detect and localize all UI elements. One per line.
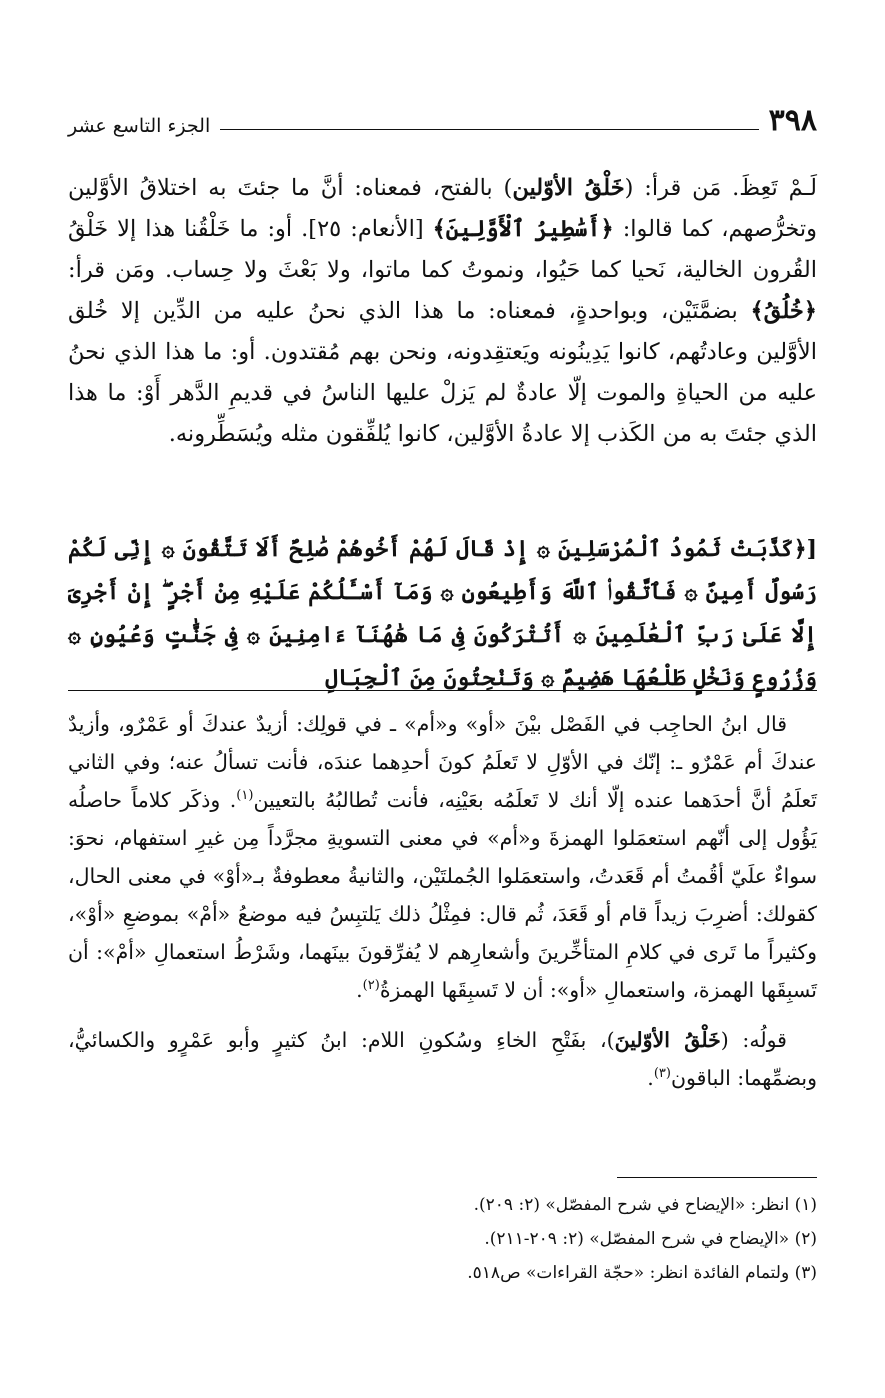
footnotes	[68, 1190, 817, 1292]
footnote-item: (٣) ولتمام الفائدة انظر: «حجّة القراءات» ص٥١٨.	[467, 1263, 817, 1283]
footnote-item: (١) انظر: «الإيضاح في شرح المفصّل» (٢: ٢٠٩).	[473, 1195, 817, 1215]
commentary-block	[68, 168, 817, 455]
running-title: الجزء التاسع عشر	[68, 115, 211, 137]
marginal-notes	[68, 705, 817, 1109]
reading-term: خَلْقُ الأوّلينَ	[614, 1028, 721, 1052]
commentary-text: [الأنعام: ٢٥]. أو: ما خَلْقُنا هذا إلا خَلْقُ القُرون الخالية، نَحيا كما حَيُوا، ونموتُ كما ماتوا، ولا بَعْثَ ولا حِساب. ومَن قرأ:	[68, 216, 817, 283]
note-text: قولُه: (	[720, 1028, 787, 1052]
commentary-text: ) بالفتح، فمعناه: أنَّ ما جئتَ به اختلاقُ الأوَّلين وتخرُّصهم، كما قالوا:	[68, 175, 817, 242]
footnote-ref: (٢)	[362, 978, 380, 994]
note-text: .	[356, 978, 363, 1002]
commentary-paragraph	[68, 168, 817, 455]
commentary-text: بضمَّتَيْن، وبواحدةٍ، فمعناه: ما هذا الذي نحنُ عليه من الدِّين إلا خُلق الأوَّلين وعادتُهم، كانوا يَدِينُونه ويَعتقِدونه، ونحن بهم مُقتدون. أو: ما هذا الذي نحنُ عليه من الحياةِ والموت إلّا عادةٌ لم يَزلْ عليها الناسُ في قديمِ الدَّهر أَوْ: ما هذا الذي جئتَ به من الكَذب إلا عادةُ الأوَّلين، كانوا يُلفِّقون مثله ويُسَطِّرونه.	[68, 298, 817, 447]
main-divider	[68, 690, 817, 691]
quran-quote: ﴿أَسَٰطِيرُ ٱلْأَوَّلِينَ﴾	[432, 216, 614, 242]
reading-term: خَلْقُ الأوّلين	[512, 175, 625, 201]
header-rule	[220, 129, 758, 130]
note-text: .	[647, 1066, 654, 1090]
note-text: )، بفَتْحِ الخاءِ وسُكونِ اللام: ابنُ كثيرٍ وأبو عَمْرٍو والكسائيُّ، وبضمِّهما: الباقون	[68, 1028, 817, 1090]
footnote-ref: (٣)	[653, 1066, 671, 1082]
page-number: ٣٩٨	[768, 103, 817, 138]
verses-text: [﴿كَذَّبَتْ ثَمُودُ ٱلْمُرْسَلِينَ ۞ إِذْ قَالَ لَهُمْ أَخُوهُمْ صَٰلِحٌ أَلَا تَتَّقُونَ ۞ إِنِّى لَكُمْ رَسُولٌ أَمِينٌ ۞ فَٱتَّقُوا۟ ٱللَّهَ وَأَطِيعُونِ ۞ وَمَآ أَسْـَٔلُكُمْ عَلَيْهِ مِنْ أَجْرٍ ۖ إِنْ أَجْرِىَ إِلَّا عَلَىٰ رَبِّ ٱلْعَٰلَمِينَ ۞ أَتُتْرَكُونَ فِى مَا هَٰهُنَآ ءَامِنِينَ ۞ فِى جَنَّٰتٍ وَعُيُونٍ ۞ وَزُرُوعٍ وَنَخْلٍ طَلْعُهَا هَضِيمٌ ۞ وَتَنْحِتُونَ مِنَ ٱلْجِبَالِ	[68, 536, 817, 691]
quran-quote: ﴿خُلُقُ﴾	[750, 298, 817, 324]
footnote-item: (٢) «الإيضاح في شرح المفصّل» (٢: ٢٠٩-٢١١).	[484, 1229, 817, 1249]
page-header	[68, 80, 817, 140]
note-paragraph	[68, 705, 817, 1009]
quran-verses	[68, 528, 817, 700]
note-text: قال ابنُ الحاجِب في الفَصْل بيْنَ «أو» و«أم» ـ في قولِك: أزيدٌ عندكَ أو عَمْرٌو، وأزيدٌ عندكَ أم عَمْرٌو ـ: إنّك في الأوّلِ لا تَعلَمُ كونَ أحدِهما عندَه، فأنت تسألُ عنه؛ وفي الثاني تَعلَمُ أنَّ أحدَهما عنده إلّا أنك لا تَعلَمُه بعَيْنِه، فأنت تُطالبُهُ بالتعيين	[68, 712, 817, 812]
footnote-ref: (١)	[236, 788, 254, 804]
footnote-divider	[617, 1177, 817, 1178]
note-paragraph	[68, 1021, 817, 1097]
commentary-text: لَـمْ تَعِظَ. مَن قرأ: (	[624, 175, 817, 201]
note-text: . وذكَر كلاماً حاصلُه يَؤُول إلى أنّهم استعمَلوا الهمزةَ و«أم» في معنى التسويةِ مجرَّداً مِن غيرِ استفهام، نحوَ: سواءٌ علَيّ أقُمتُ أم قَعَدتُ، واستعمَلوا الجُملتَيْن، والثانيةُ معطوفةٌ بـ«أوْ» في معنى الحال، كقولك: أضرِبَ زيداً قام أو قَعَدَ، ثُم قال: فمِثْلُ ذلك يَلتبِسُ فيه موضعُ «أمْ» بموضعِ «أوْ»، وكثيراً ما تَرى في كلامِ المتأخِّرينَ وأشعارِهم لا يُفرِّقونَ بينَهما، وشَرْطُ استعمالِ «أمْ»: أن تَسبِقَها الهمزة، واستعمالِ «أو»: أن لا تَسبِقَها الهمزةُ	[68, 788, 817, 1002]
